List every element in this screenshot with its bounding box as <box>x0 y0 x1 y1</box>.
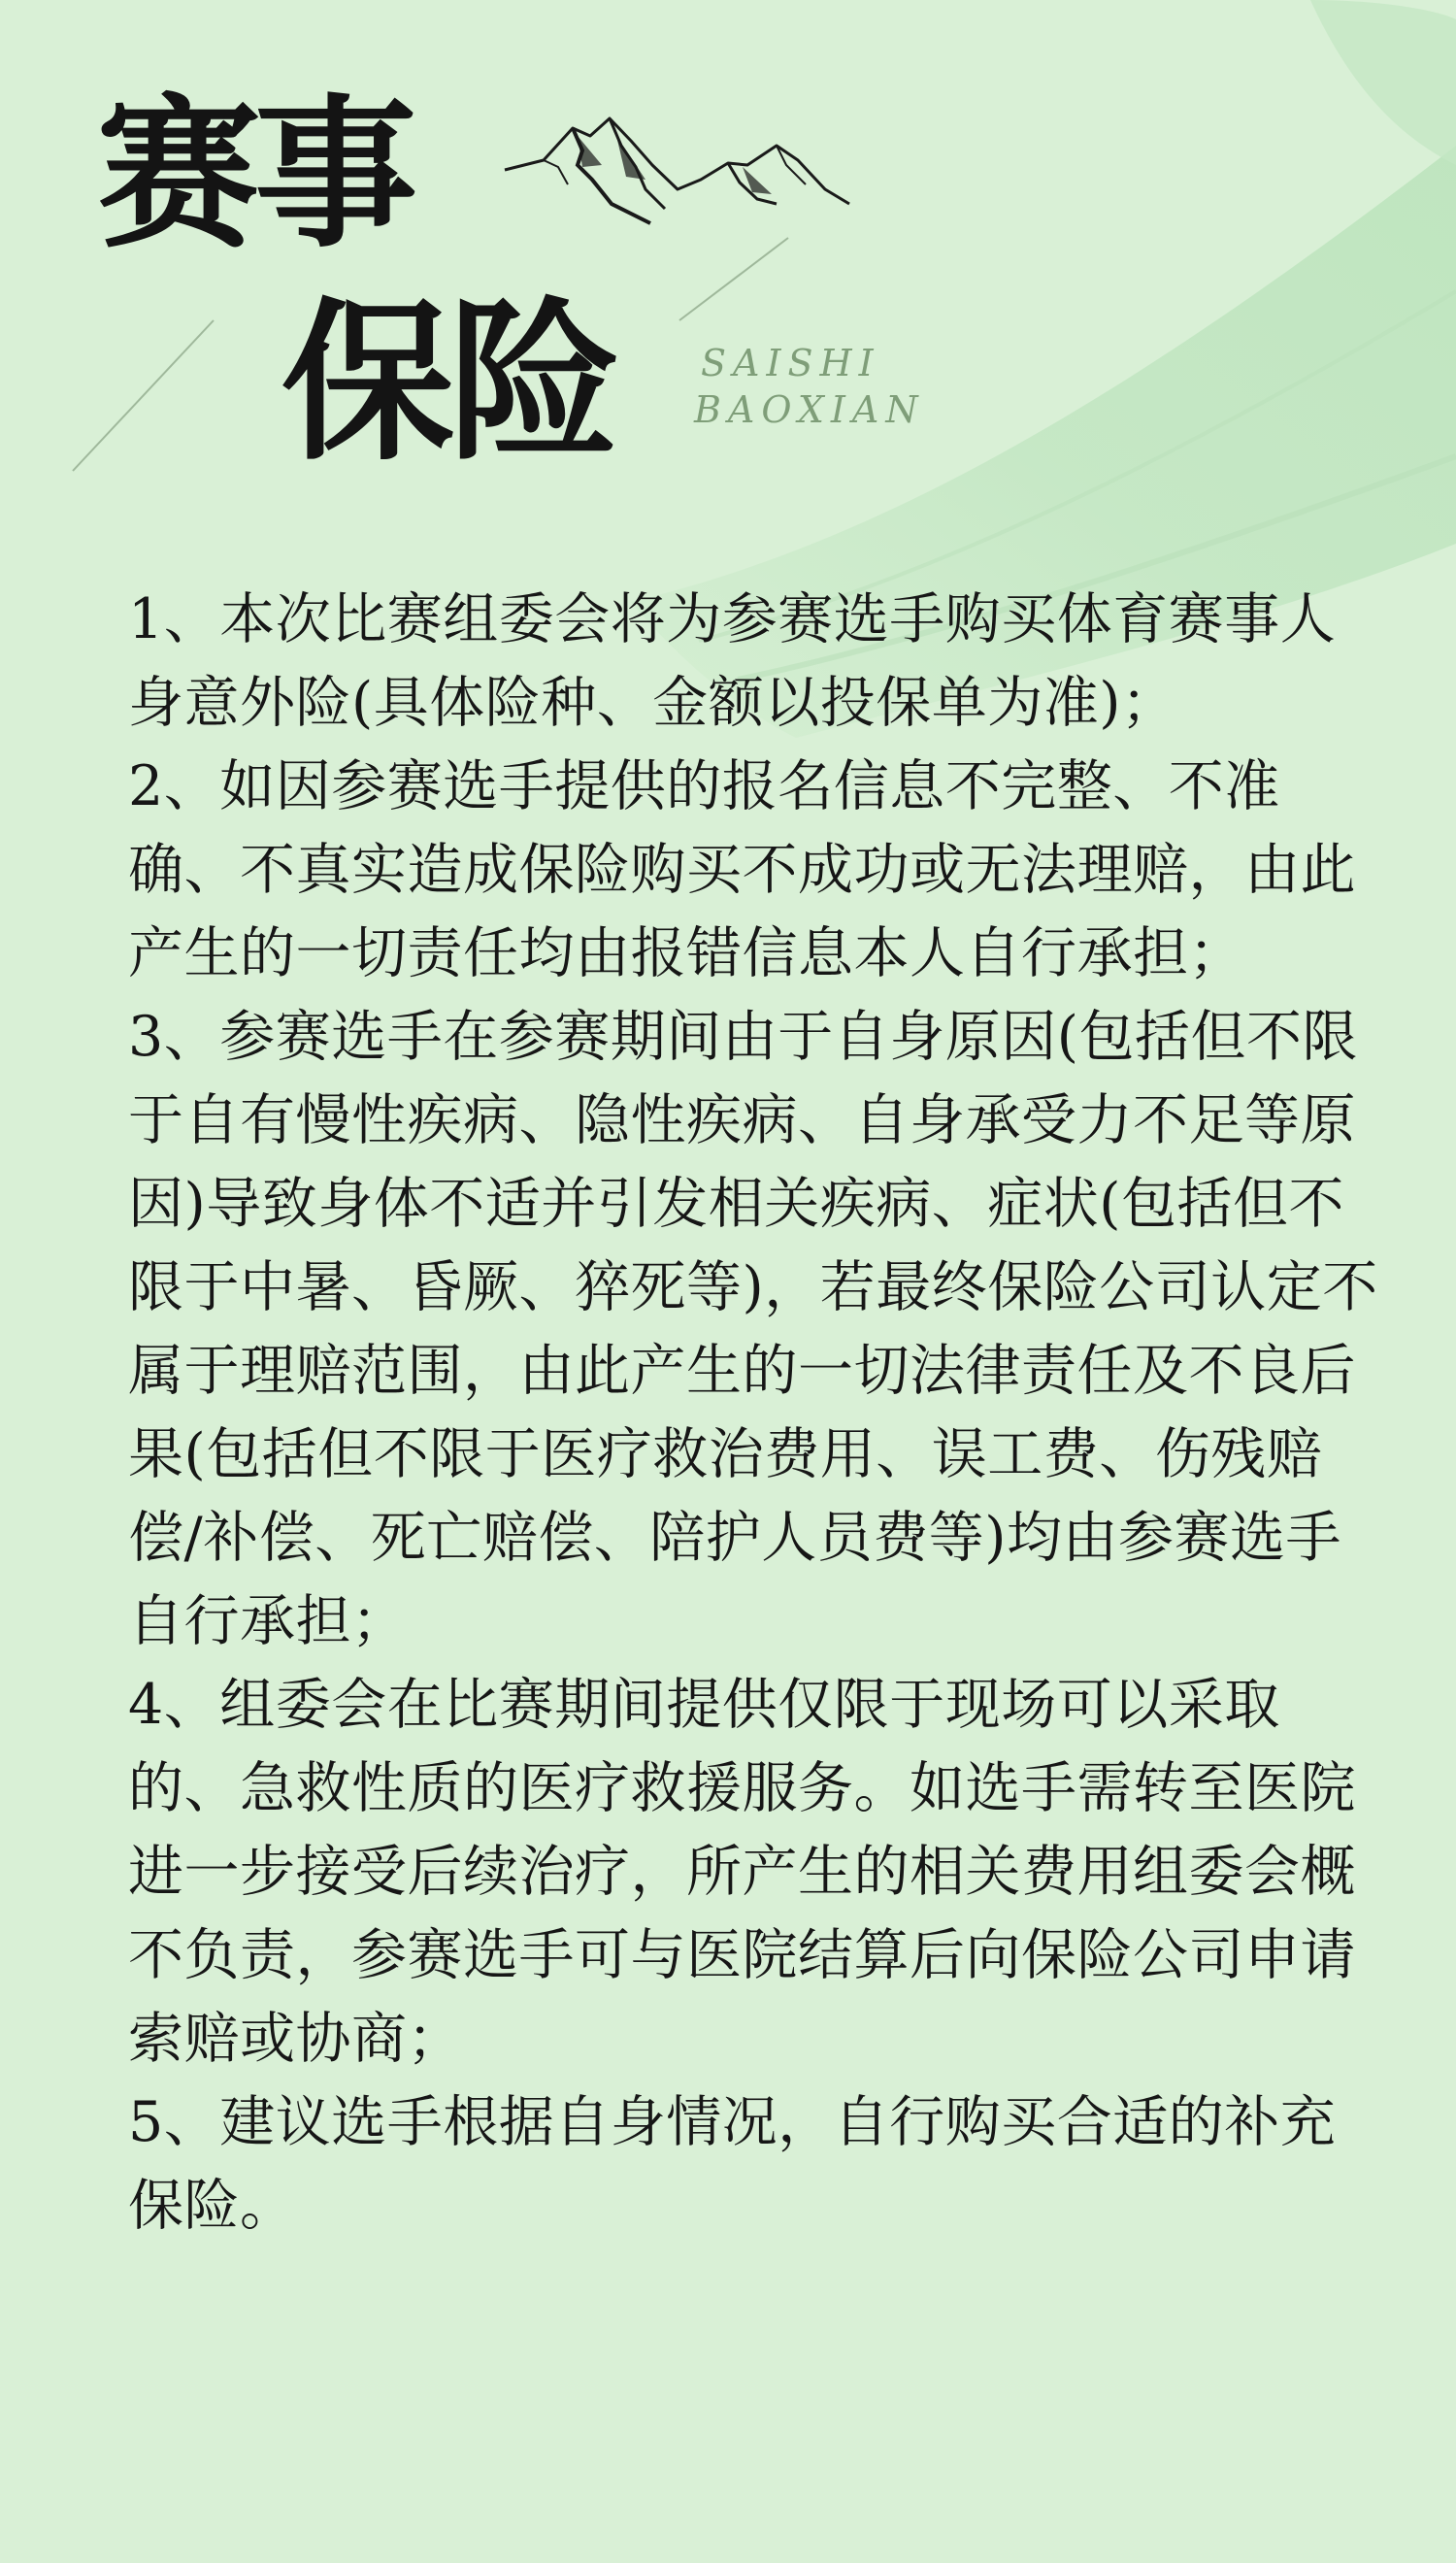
terms-paragraph-4: 4、组委会在比赛期间提供仅限于现场可以采取的、急救性质的医疗救援服务。如选手需转至医院进一步接受后续治疗，所产生的相关费用组委会概不负责，参赛选手可与医院结算后向保险公司申请索赔或协商； <box>128 1673 1356 2071</box>
terms-paragraph-1: 1、本次比赛组委会将为参赛选手购买体育赛事人身意外险(具体险种、金额以投保单为准)； <box>128 587 1337 735</box>
mountain-icon <box>485 107 854 228</box>
terms-paragraph-5: 5、建议选手根据自身情况，自行购买合适的补充保险。 <box>128 2090 1337 2238</box>
page-title-line1: 赛事 <box>97 78 412 270</box>
terms-paragraph-2: 2、如因参赛选手提供的报名信息不完整、不准确、不真实造成保险购买不成功或无法理赔，由此产生的一切责任均由报错信息本人自行承担； <box>128 754 1356 985</box>
subtitle-pinyin-line1: SAISHI <box>701 342 880 384</box>
insurance-terms <box>128 578 1390 2247</box>
terms-paragraph-3: 3、参赛选手在参赛期间由于自身原因(包括但不限于自有慢性疾病、隐性疾病、自身承受力不足等原因)导致身体不适并引发相关疾病、症状(包括但不限于中暑、昏厥、猝死等)，若最终保险公司认定不属于理赔范围，由此产生的一切法律责任及不良后果(包括但不限于医疗救治费用、误工费、伤残赔偿/补偿、死亡赔偿、陪护人员费等)均由参赛选手自行承担； <box>128 1005 1378 1653</box>
page-title-line2: 保险 <box>281 281 615 483</box>
subtitle-pinyin-line2: BAOXIAN <box>694 388 925 431</box>
